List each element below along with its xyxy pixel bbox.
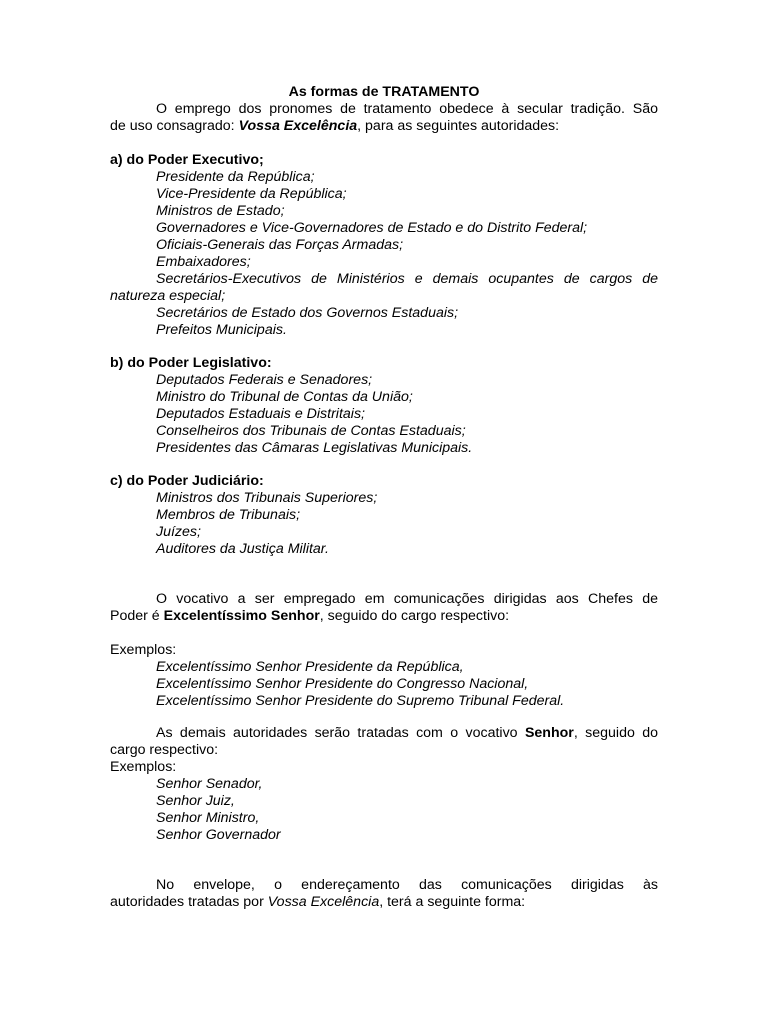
exemplos-label: Exemplos: — [110, 759, 177, 775]
vossa-excelencia-emphasis: Vossa Excelência — [267, 894, 380, 910]
list-item: Deputados Federais e Senadores; — [156, 372, 373, 388]
demais-line-2: cargo respectivo: — [110, 742, 219, 758]
example-item: Excelentíssimo Senhor Presidente do Supremo Tribunal Federal. — [156, 693, 565, 709]
vossa-excelencia-emphasis: Vossa Excelência — [238, 118, 358, 134]
list-item: Oficiais-Generais das Forças Armadas; — [156, 237, 404, 253]
vocativo-line-2: Poder é Excelentíssimo Senhor, seguido do cargo respectivo: — [110, 608, 510, 624]
envelope-line-2: autoridades tratadas por Vossa Excelência, terá a seguinte forma: — [110, 894, 526, 910]
exemplos-label: Exemplos: — [110, 642, 177, 658]
senhor-emphasis: Senhor — [524, 725, 574, 741]
list-item: Ministros dos Tribunais Superiores; — [156, 490, 378, 506]
example-item: Senhor Senador, — [156, 776, 263, 792]
list-item: Auditores da Justiça Militar. — [156, 541, 329, 557]
list-item: Embaixadores; — [156, 254, 251, 270]
page-title: As formas de TRATAMENTO — [288, 84, 480, 100]
heading-poder-judiciario: c) do Poder Judiciário: — [110, 473, 264, 489]
list-item: Secretários-Executivos de Ministérios e demais ocupantes de cargos de — [156, 271, 658, 287]
list-item: Secretários de Estado dos Governos Estaduais; — [156, 305, 459, 321]
intro-line-1: O emprego dos pronomes de tratamento obedece à secular tradição. São — [156, 101, 658, 117]
example-item: Senhor Juiz, — [156, 793, 235, 809]
list-item: Prefeitos Municipais. — [156, 322, 287, 338]
list-item: Vice-Presidente da República; — [156, 186, 347, 202]
example-item: Senhor Governador — [156, 827, 281, 843]
list-item-continuation: natureza especial; — [110, 288, 226, 304]
list-item: Juízes; — [156, 524, 201, 540]
list-item: Presidente da República; — [156, 169, 315, 185]
heading-poder-executivo: a) do Poder Executivo; — [110, 152, 264, 168]
envelope-line-1: No envelope, o endereçamento das comunicações dirigidas às — [156, 877, 658, 893]
example-item: Senhor Ministro, — [156, 810, 260, 826]
demais-line-1: As demais autoridades serão tratadas com o vocativo Senhor, seguido do — [156, 725, 659, 741]
list-item: Governadores e Vice-Governadores de Estado e do Distrito Federal; — [156, 220, 588, 236]
list-item: Conselheiros dos Tribunais de Contas Estaduais; — [156, 423, 466, 439]
list-item: Ministros de Estado; — [156, 203, 285, 219]
example-item: Excelentíssimo Senhor Presidente da República, — [156, 659, 464, 675]
vocativo-line-1: O vocativo a ser empregado em comunicações dirigidas aos Chefes de — [156, 591, 658, 607]
intro-line-2: de uso consagrado: Vossa Excelência, para as seguintes autoridades: — [110, 118, 560, 134]
example-item: Excelentíssimo Senhor Presidente do Congresso Nacional, — [156, 676, 529, 692]
list-item: Presidentes das Câmaras Legislativas Municipais. — [156, 440, 473, 456]
list-item: Membros de Tribunais; — [156, 507, 301, 523]
excelentissimo-senhor-emphasis: Excelentíssimo Senhor — [163, 608, 320, 624]
list-item: Deputados Estaduais e Distritais; — [156, 406, 365, 422]
heading-poder-legislativo: b) do Poder Legislativo: — [110, 355, 272, 371]
list-item: Ministro do Tribunal de Contas da União; — [156, 389, 413, 405]
